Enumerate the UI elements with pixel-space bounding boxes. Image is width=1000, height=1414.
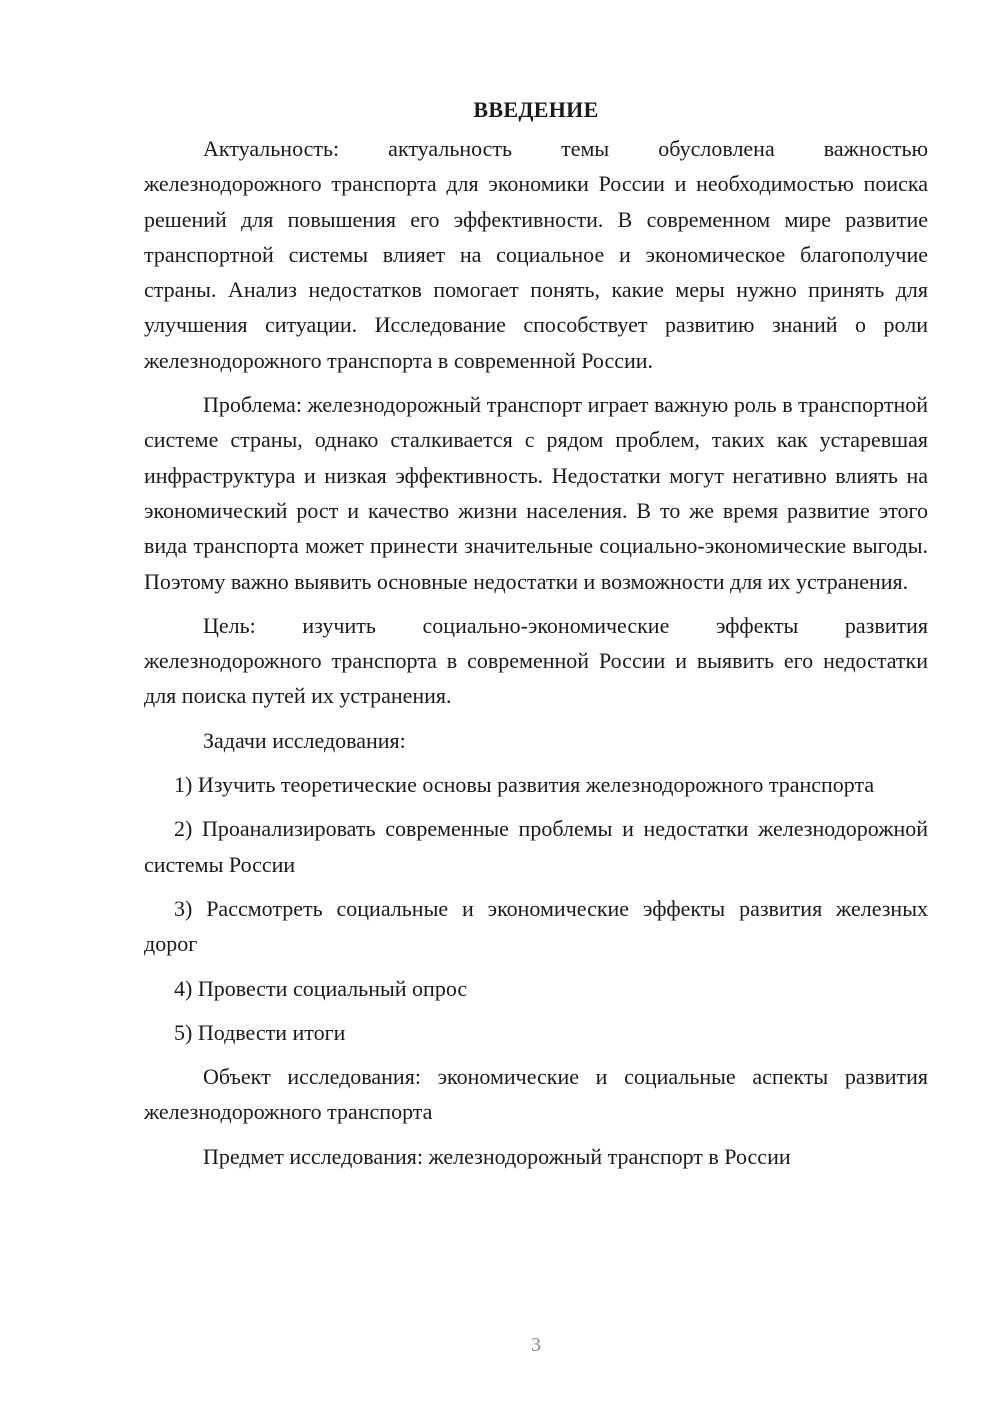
task-item-2: 2) Проанализировать современные проблемы и недостатки железнодорожной системы России: [144, 816, 928, 877]
paragraph-tasks-heading: Задачи исследования:: [203, 727, 406, 753]
paragraph-goal: Цель: изучить социально-экономические эффекты развития железнодорожного транспорта в современной России и выявить его недостатки для поиска путей их устранения.: [144, 612, 928, 709]
paragraph-object: Объект исследования: экономические и социальные аспекты развития железнодорожного транспорта: [144, 1064, 928, 1125]
task-item-4: 4) Провести социальный опрос: [174, 975, 468, 1001]
paragraph-subject: Предмет исследования: железнодорожный транспорт в России: [203, 1143, 791, 1169]
paragraph-relevance: Актуальность: актуальность темы обусловлена важностью железнодорожного транспорта для экономики России и необходимостью поиска решений для повышения его эффективности. В современном мире развитие транспортной системы влияет на социальное и экономическое благополучие страны. Анализ недостатков помогает понять, какие меры нужно принять для улучшения ситуации. Исследование способствует развитию знаний о роли железнодорожного транспорта в современной России.: [144, 136, 928, 373]
page-number: 3: [531, 1334, 541, 1356]
paragraph-problem: Проблема: железнодорожный транспорт играет важную роль в транспортной системе страны, однако сталкивается с рядом проблем, таких как устаревшая инфраструктура и низкая эффективность. Недостатки могут негативно влиять на экономический рост и качество жизни населения. В то же время развитие этого вида транспорта может принести значительные социально-экономические выгоды. Поэтому важно выявить основные недостатки и возможности для их устранения.: [144, 392, 928, 594]
task-item-1: 1) Изучить теоретические основы развития железнодорожного транспорта: [174, 772, 875, 798]
task-item-5: 5) Подвести итоги: [174, 1019, 346, 1045]
task-item-3: 3) Рассмотреть социальные и экономические эффекты развития железных дорог: [144, 895, 928, 957]
document-page: [144, 92, 928, 1183]
page-title: ВВЕДЕНИЕ: [473, 97, 599, 122]
